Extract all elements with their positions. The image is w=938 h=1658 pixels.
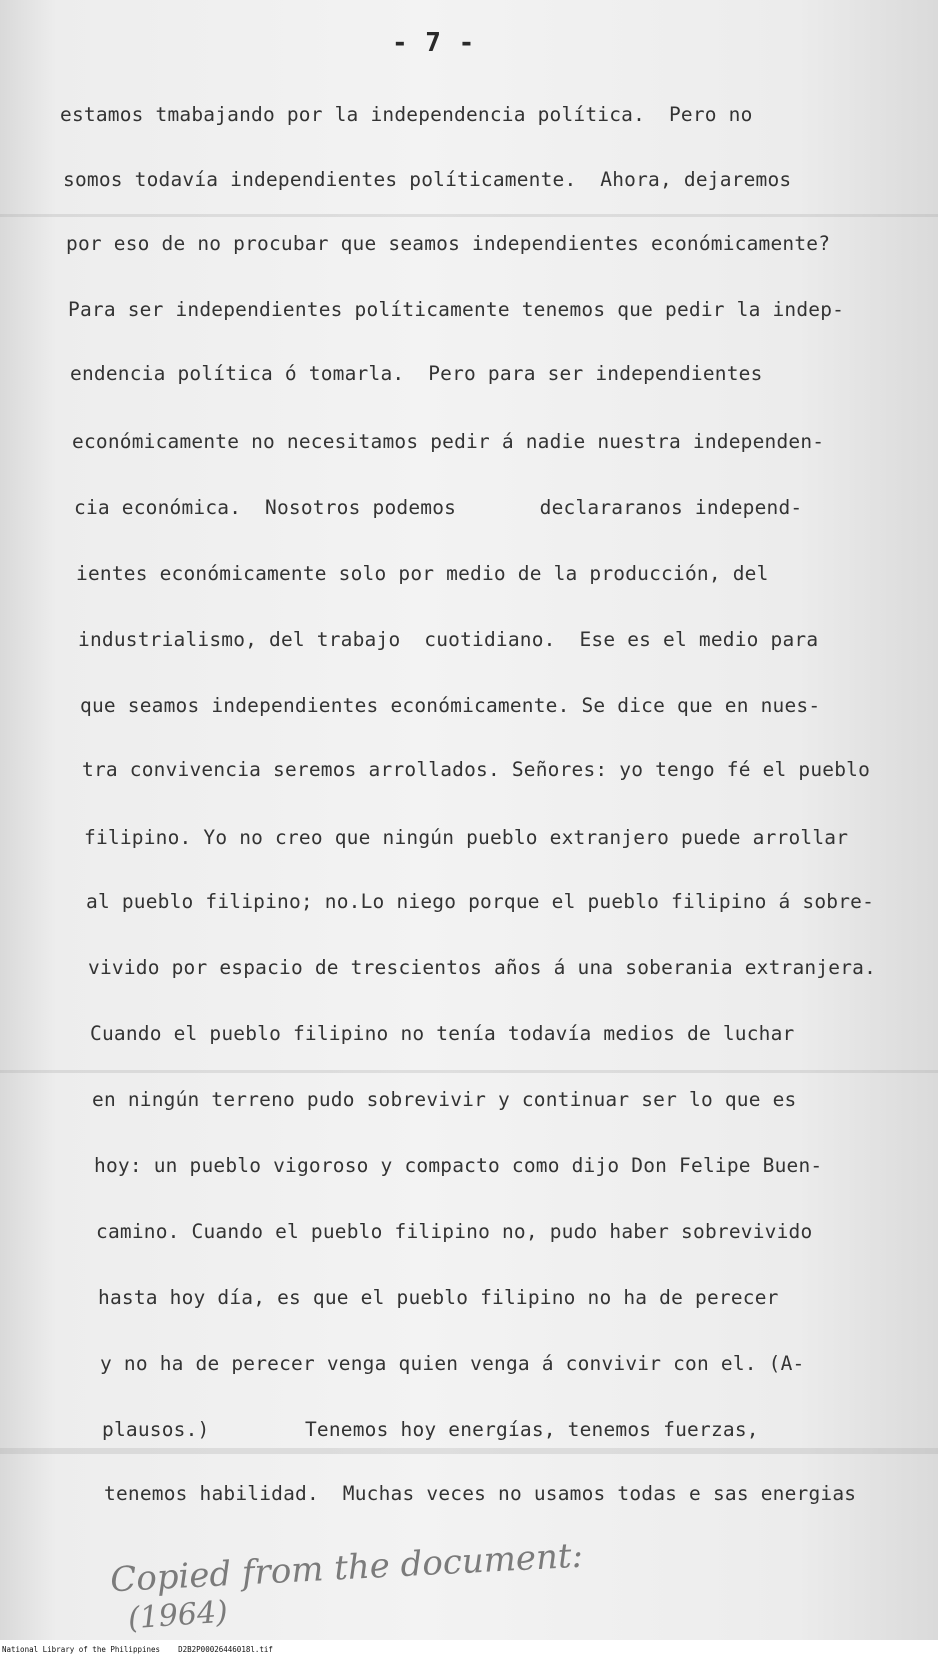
handwritten-note: Copied from the document: bbox=[109, 1535, 584, 1601]
text-line: vivido por espacio de trescientos años á una soberania extranjera. bbox=[88, 956, 877, 979]
text-line: económicamente no necesitamos pedir á nadie nuestra independen- bbox=[72, 430, 825, 453]
text-line: al pueblo filipino; no.Lo niego porque el pueblo filipino á sobre- bbox=[86, 890, 875, 913]
text-line: hasta hoy día, es que el pueblo filipino no ha de perecer bbox=[98, 1286, 779, 1309]
scan-artifact bbox=[0, 1448, 938, 1454]
text-line: somos todavía independientes políticamente. Ahora, dejaremos bbox=[63, 168, 792, 191]
text-line: tenemos habilidad. Muchas veces no usamos todas e sas energias bbox=[104, 1482, 857, 1505]
handwritten-year: (1964) bbox=[126, 1594, 229, 1637]
scan-artifact bbox=[0, 1070, 938, 1073]
text-line: Cuando el pueblo filipino no tenía todavía medios de luchar bbox=[90, 1022, 795, 1045]
text-line: estamos tmabajando por la independencia política. Pero no bbox=[60, 103, 753, 126]
text-line: ientes económicamente solo por medio de la producción, del bbox=[76, 562, 769, 585]
text-line: por eso de no procubar que seamos independientes económicamente? bbox=[66, 232, 831, 255]
text-line: cia económica. Nosotros podemos declararanos independ- bbox=[74, 496, 803, 519]
text-line: industrialismo, del trabajo cuotidiano. Ese es el medio para bbox=[78, 628, 819, 651]
text-line: camino. Cuando el pueblo filipino no, pudo haber sobrevivido bbox=[96, 1220, 813, 1243]
text-line: y no ha de perecer venga quien venga á convivir con el. (A- bbox=[100, 1352, 805, 1375]
page-number: - 7 - bbox=[392, 28, 476, 58]
text-line: Para ser independientes políticamente tenemos que pedir la indep- bbox=[68, 298, 845, 321]
text-line: filipino. Yo no creo que ningún pueblo extranjero puede arrollar bbox=[84, 826, 849, 849]
text-line: plausos.) Tenemos hoy energías, tenemos fuerzas, bbox=[102, 1418, 759, 1441]
text-line: en ningún terreno pudo sobrevivir y continuar ser lo que es bbox=[92, 1088, 797, 1111]
text-line: hoy: un pueblo vigoroso y compacto como dijo Don Felipe Buen- bbox=[94, 1154, 823, 1177]
text-line: endencia política ó tomarla. Pero para ser independientes bbox=[70, 362, 763, 385]
text-line: tra convivencia seremos arrollados. Señores: yo tengo fé el pueblo bbox=[82, 758, 871, 781]
footer-caption: National Library of the Philippines D2B2P00026446018l.tif bbox=[2, 1645, 273, 1654]
text-line: que seamos independientes económicamente. Se dice que en nues- bbox=[80, 694, 821, 717]
scan-artifact bbox=[0, 214, 938, 217]
